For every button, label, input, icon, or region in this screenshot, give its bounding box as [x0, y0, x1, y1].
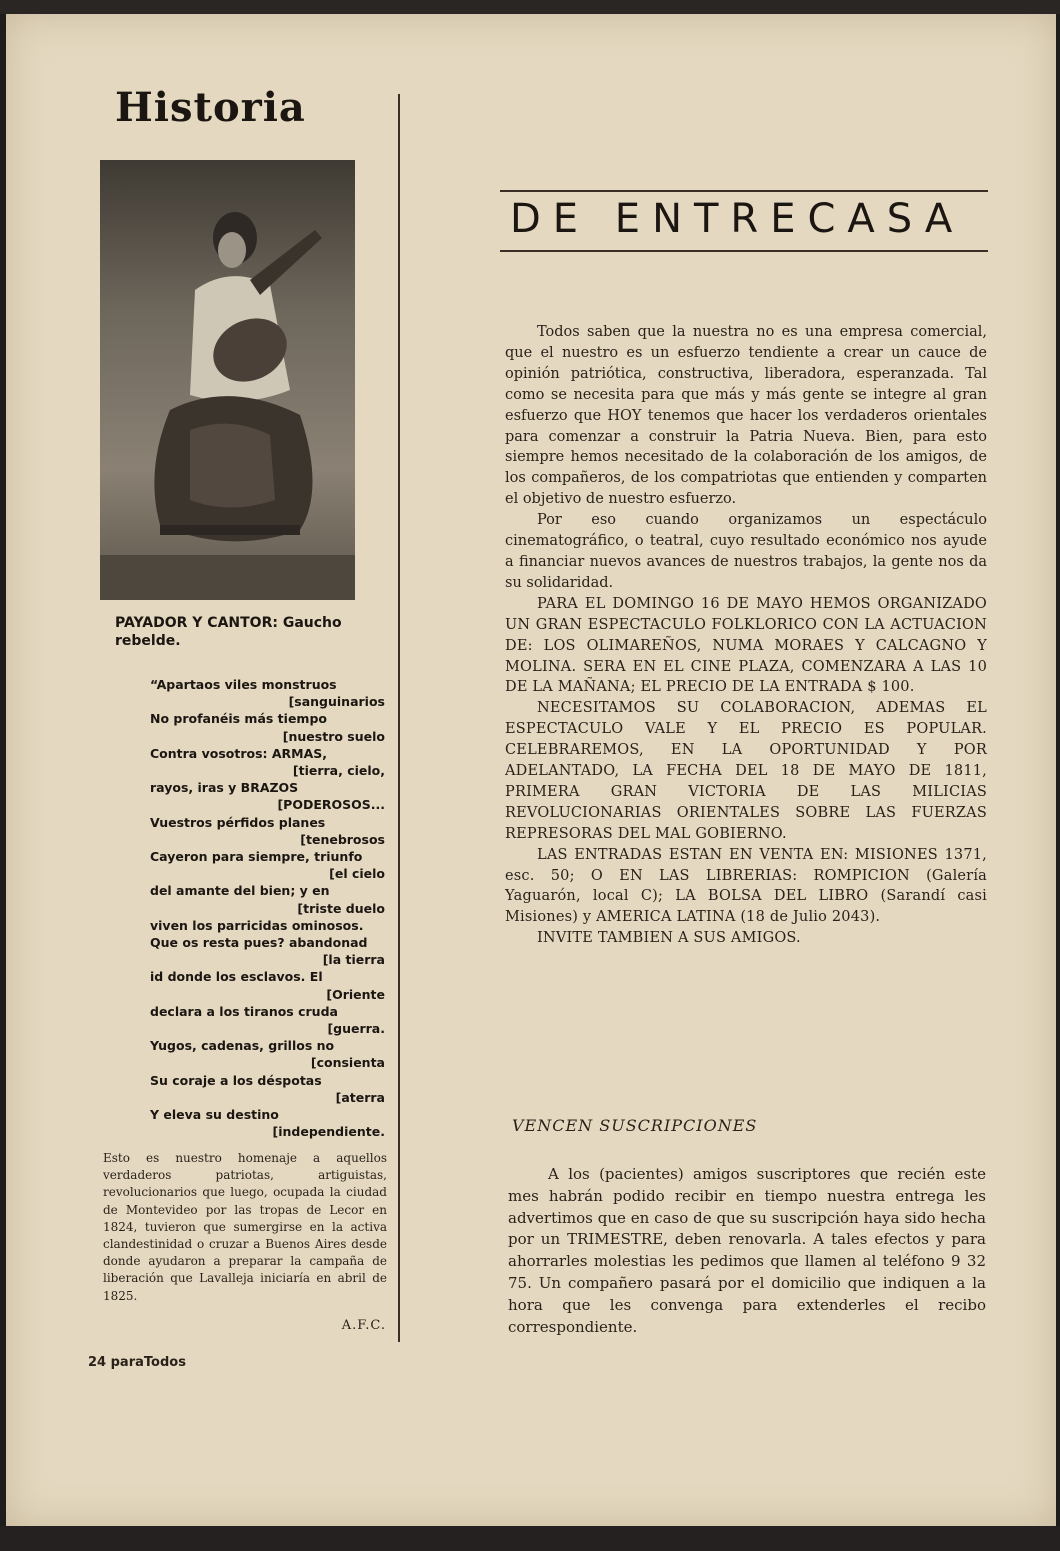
- poem-line: [Oriente: [326, 986, 385, 1002]
- poem-line: declara a los tiranos cruda: [150, 1003, 338, 1019]
- collaboration-paragraph: NECESITAMOS SU COLABORACION, ADEMAS EL ESPECTACULO VALE Y EL PRECIO ES POPULAR. CELEBRAREMOS, EN LA OPORTUNIDAD Y POR ADELANTADO, LA FECHA DEL 18 DE MAYO DE 1811, PRIMERA GRAN VICTORIA DE LAS MILICIAS REVOLUCIONARIAS ORIENTALES SOBRE LAS FUERZAS REPRESORAS DEL MAL GOBIERNO.: [505, 700, 987, 842]
- scan-top-edge: [0, 0, 1060, 14]
- poem-line: [sanguinarios: [288, 694, 385, 710]
- poem: [150, 676, 385, 1140]
- title-rule-bottom: [500, 250, 988, 252]
- subscriptions-heading: VENCEN SUSCRIPCIONES: [512, 1116, 758, 1135]
- article-paragraph: Todos saben que la nuestra no es una empresa comercial, que el nuestro es un esfuerzo tendiente a crear un cauce de opinión patriótica, constructiva, liberadora, esperanzada. Tal como se necesita para que más y más gente se integre al gran esfuerzo que HOY tenemos que hacer los verdaderos orientales para comenzar a construir la Patria Nueva. Bien, para esto siempre hemos necesitado de la colaboración de los amigos, de los compañeros, de los compatriotas que entienden y comparten el objetivo de nuestro esfuerzo.: [505, 324, 987, 508]
- article-body: [505, 322, 987, 949]
- poem-line: [tierra, cielo,: [292, 763, 385, 779]
- column-divider: [398, 94, 400, 1342]
- poem-line: Y eleva su destino: [150, 1107, 279, 1123]
- title-rule-top: [500, 190, 988, 192]
- poem-line: viven los parricidas ominosos.: [150, 917, 364, 933]
- poem-line: No profanéis más tiempo: [150, 711, 327, 727]
- poem-line: rayos, iras y BRAZOS: [150, 780, 299, 796]
- poem-line: “Apartaos viles monstruos: [150, 677, 337, 692]
- gaucho-photo: [100, 160, 355, 600]
- poem-line: Yugos, cadenas, grillos no: [150, 1038, 335, 1054]
- ticket-sales-paragraph: LAS ENTRADAS ESTAN EN VENTA EN: MISIONES 1371, esc. 50; O EN LAS LIBRERIAS: ROMPICION (Galería Yaguarón, local C); LA BOLSA DEL LIBRO (Sarandí casi Misiones) y AMERICA LATINA (18 de Julio 2043).: [505, 846, 987, 926]
- poem-line: [el cielo: [329, 866, 385, 882]
- author-signature: A.F.C.: [341, 1318, 386, 1333]
- poem-line: [aterra: [335, 1089, 385, 1105]
- poem-line: [consienta: [310, 1055, 385, 1071]
- poem-line: Cayeron para siempre, triunfo: [150, 849, 363, 865]
- homage-paragraph: Esto es nuestro homenaje a aquellos verdaderos patriotas, artiguistas, revolucionarios que luego, ocupada la ciudad de Montevideo por las tropas de Lecor en 1824, tuvieron que sumergirse en la activa clandestinidad o cruzar a Buenos Aires desde donde ayudaron a preparar la campaña de liberación que Lavalleja iniciaría en abril de 1825.: [103, 1151, 387, 1303]
- poem-line: [tenebrosos: [300, 831, 385, 847]
- poem-line: Que os resta pues? abandonad: [150, 935, 368, 951]
- poem-line: del amante del bien; y en: [150, 883, 330, 899]
- page-footer: 24 paraTodos: [88, 1355, 186, 1370]
- poem-line: id donde los esclavos. El: [150, 969, 323, 985]
- event-announcement: PARA EL DOMINGO 16 DE MAYO HEMOS ORGANIZADO UN GRAN ESPECTACULO FOLKLORICO CON LA ACTUACION DE: LOS OLIMAREÑOS, NUMA MORAES Y CALCAGNO Y MOLINA. SERA EN EL CINE PLAZA, COMENZARA A LAS 10 DE LA MAÑANA; EL PRECIO DE LA ENTRADA $ 100.: [505, 595, 987, 696]
- section-title-entrecasa: DE ENTRECASA: [510, 196, 965, 242]
- poem-line: Vuestros pérfidos planes: [150, 814, 326, 830]
- poem-line: [nuestro suelo: [282, 728, 385, 744]
- photo-caption: PAYADOR Y CANTOR: Gaucho rebelde.: [115, 615, 342, 649]
- invite-paragraph: INVITE TAMBIEN A SUS AMIGOS.: [537, 930, 801, 947]
- section-title-historia: Historia: [115, 84, 306, 131]
- scan-bottom-edge: [0, 1526, 1060, 1551]
- poem-line: [la tierra: [322, 952, 385, 968]
- poem-line: Su coraje a los déspotas: [150, 1072, 322, 1088]
- poem-line: [guerra.: [327, 1021, 385, 1037]
- poem-line: [triste duelo: [297, 900, 385, 916]
- poem-line: [independiente.: [272, 1124, 385, 1140]
- article-paragraph: Por eso cuando organizamos un espectáculo cinematográfico, o teatral, cuyo resultado económico nos ayude a financiar nuevos avances de nuestros trabajos, la gente nos da su solidaridad.: [505, 512, 987, 591]
- poem-line: Contra vosotros: ARMAS,: [150, 745, 328, 761]
- poem-line: [PODEROSOS...: [277, 797, 385, 813]
- subscriptions-paragraph: A los (pacientes) amigos suscriptores que recién este mes habrán podido recibir en tiempo nuestra entrega les advertimos que en caso de que su suscripción haya sido hecha por un TRIMESTRE, deben renovarla. A tales efectos y para ahorrarles molestias les pedimos que llamen al teléfono 9 32 75. Un compañero pasará por el domicilio que indiquen a la hora que les convenga para extenderles el recibo correspondiente.: [508, 1165, 986, 1336]
